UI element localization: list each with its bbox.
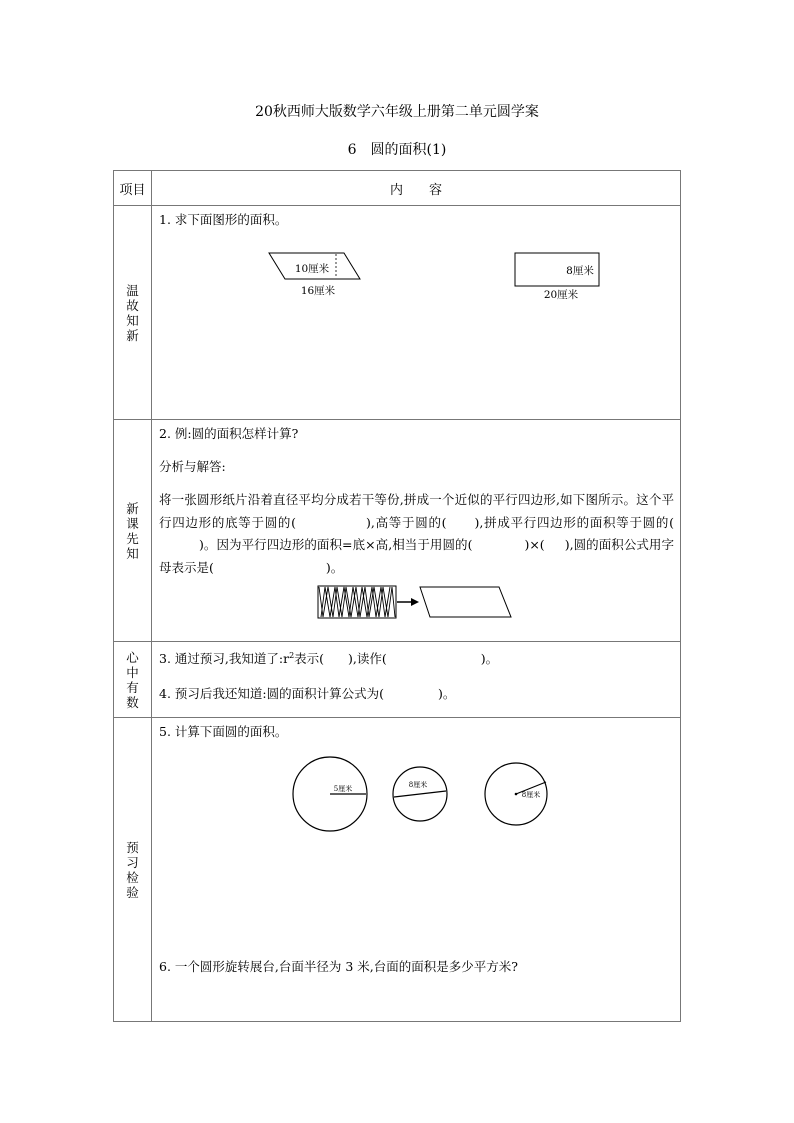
lesson-name: 圆的面积(1) xyxy=(370,142,447,158)
worksheet-title: 20秋西师大版数学六年级上册第二单元圆学案 xyxy=(255,104,539,120)
question-1: 1. 求下面图形的面积。 xyxy=(159,212,288,227)
circle-3 xyxy=(485,763,547,825)
mind-row xyxy=(114,642,681,718)
section-label-review: 温 故 知 新 xyxy=(114,206,152,420)
worksheet-table xyxy=(113,170,681,1022)
section-label-check: 预 习 检 验 xyxy=(114,718,152,1022)
review-content xyxy=(152,206,681,420)
q5-circles xyxy=(152,754,681,854)
question-2: 2. 例:圆的面积怎样计算? xyxy=(159,426,299,441)
review-row xyxy=(114,206,681,420)
circle-1-label: 5厘米 xyxy=(333,785,353,793)
new-lesson-content xyxy=(152,420,681,642)
circle-2-label: 8厘米 xyxy=(408,781,428,789)
header-item: 项目 xyxy=(114,171,152,206)
circle-1 xyxy=(293,757,367,831)
new-lesson-row xyxy=(114,420,681,642)
rectangle-width-label: 8厘米 xyxy=(566,265,594,277)
check-content xyxy=(152,718,681,1022)
lesson-title xyxy=(0,139,794,159)
question-4: 4. 预习后我还知道:圆的面积计算公式为( )。 xyxy=(159,686,456,701)
header-content: 内 容 xyxy=(152,171,681,206)
section-label-new: 新 课 先 知 xyxy=(114,420,152,642)
mind-content xyxy=(152,642,681,718)
q1-figures xyxy=(152,234,681,334)
circle-to-parallelogram-diagram xyxy=(152,583,681,633)
rectangle-figure xyxy=(515,253,599,301)
question-3: 3. 通过预习,我知道了$:r^2$表示( ),读作( )。 xyxy=(159,650,499,666)
circle-2 xyxy=(393,767,447,821)
parallelogram-height-label: 10厘米 xyxy=(294,263,330,275)
section-label-mind: 心 中 有 数 xyxy=(114,642,152,718)
question-5: 5. 计算下面圆的面积。 xyxy=(159,724,288,739)
lesson-number: 6 xyxy=(347,142,357,158)
circle-3-label: 8厘米 xyxy=(521,791,541,799)
table-header-row xyxy=(114,171,681,206)
analysis-label: 分析与解答: xyxy=(159,459,226,474)
q2-paragraph: 将一张圆形纸片沿着直径平均分成若干等份,拼成一个近似的平行四边形,如下图所示。这个平行四边形的底等于圆的( ),高等于圆的( ),拼成平行四边形的面积等于圆的()。因为平行四边形的面积=底×高,相当于用圆的( )×( ),圆的面积公式用字母表示是( )。 xyxy=(159,492,674,575)
parallelogram-figure xyxy=(269,253,360,297)
check-row xyxy=(114,718,681,1022)
parallelogram-base-label: 16厘米 xyxy=(300,285,336,297)
rectangle-length-label: 20厘米 xyxy=(543,289,579,301)
question-6: 6. 一个圆形旋转展台,台面半径为 3 米,台面的面积是多少平方米? xyxy=(159,959,518,974)
